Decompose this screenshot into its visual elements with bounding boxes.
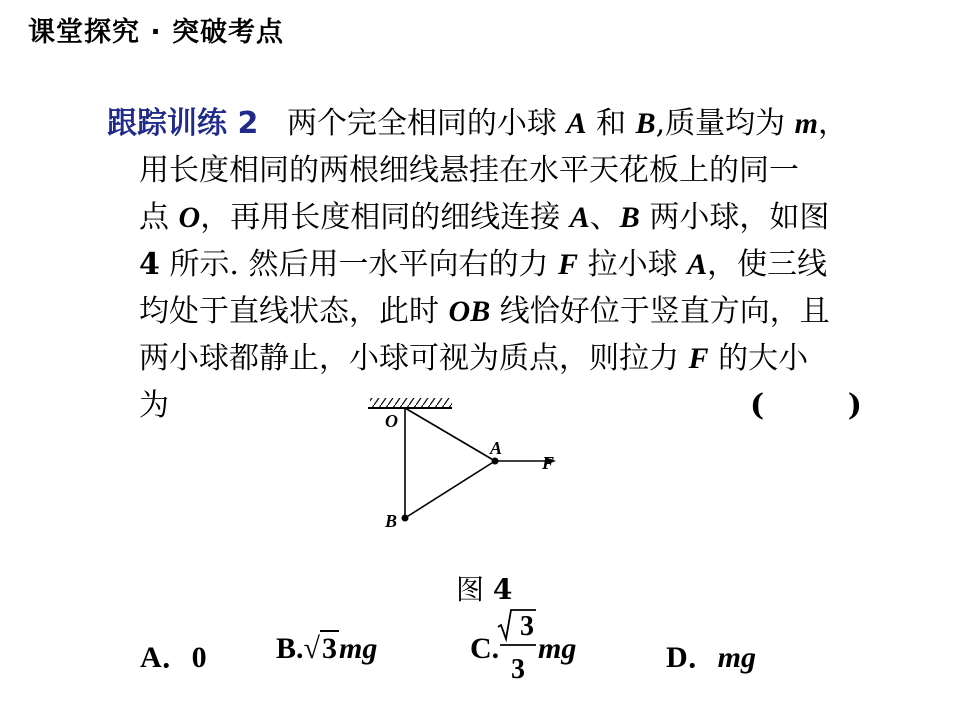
option-D[interactable] [666, 632, 756, 676]
text-span: 为 [139, 388, 169, 423]
numerator: 3 [520, 611, 534, 642]
denominator: 3 [511, 654, 525, 685]
text-span: ， [818, 106, 849, 141]
var-O: O [178, 201, 201, 234]
var-B: B [635, 107, 656, 140]
text-span: 拉小球 [578, 247, 688, 282]
ceiling-hatch [370, 398, 452, 408]
problem-text [107, 100, 867, 429]
problem-line-6 [107, 335, 867, 382]
var-A: A [569, 201, 590, 234]
label-B: B [385, 511, 398, 531]
option-C-unit: mg [538, 632, 577, 665]
radicand: 3 [321, 632, 337, 665]
var-A: A [566, 107, 587, 140]
text-span: 的大小 [708, 341, 809, 376]
text-span: 所示. 然后用一水平向右的力 [159, 247, 559, 282]
option-A[interactable] [140, 632, 207, 676]
problem-line-5 [107, 288, 867, 335]
ball-B [402, 515, 409, 522]
text-span: 用长度相同的两根细线悬挂在水平天花板上的同一 [139, 153, 799, 188]
figure-diagram [360, 395, 600, 545]
option-letter: C. [470, 632, 500, 665]
label-A: A [490, 438, 503, 458]
caption-number: 4 [492, 573, 513, 606]
var-OB: OB [448, 295, 491, 328]
option-letter: D． [666, 641, 718, 674]
text-span: 两小球都静止，小球可视为质点，则拉力 [139, 341, 689, 376]
caption-text: 图 [456, 573, 493, 606]
ball-A [492, 458, 499, 465]
text-span: 点 [139, 200, 179, 235]
radical-sign-icon: √ [303, 632, 320, 665]
answer-blank: ( ) [750, 388, 862, 423]
string-OA [405, 408, 495, 461]
var-A: A [687, 248, 708, 281]
text-span: 线恰好位于竖直方向，且 [490, 294, 830, 329]
var-F: F [688, 342, 709, 375]
figure-number: 4 [139, 247, 160, 282]
label-F: F [542, 453, 555, 473]
option-value: 0 [191, 641, 207, 674]
option-letter: B. [276, 632, 304, 665]
problem-line-3 [107, 194, 867, 241]
text-span: ，再用长度相同的细线连接 [200, 200, 570, 235]
fraction-sqrt3-over-3 [470, 605, 540, 685]
problem-line-2 [107, 147, 867, 194]
var-m: m [794, 107, 819, 140]
option-unit: mg [338, 632, 378, 665]
text-span: 和 [586, 106, 636, 141]
text-span: 两个完全相同的小球 [286, 106, 567, 141]
option-letter: A． [140, 641, 192, 674]
text-span: 均处于直线状态，此时 [139, 294, 449, 329]
var-B: B [619, 201, 640, 234]
option-B[interactable] [276, 632, 377, 666]
radical-sign-icon [498, 610, 518, 639]
figure-caption [456, 568, 512, 608]
sqrt-expr [304, 632, 339, 666]
problem-line-4 [107, 241, 867, 288]
problem-label: 跟踪训练 2 [107, 106, 259, 141]
text-span: ，使三线 [707, 247, 828, 282]
label-O: O [385, 411, 398, 431]
text-span: 、 [589, 200, 620, 235]
section-header: 课堂探究 · 突破考点 [28, 17, 285, 48]
string-AB [405, 461, 495, 518]
var-F: F [558, 248, 579, 281]
text-span: ,质量均为 [655, 106, 795, 141]
option-unit: mg [717, 641, 757, 674]
text-span: 两小球，如图 [639, 200, 830, 235]
problem-line-1 [107, 100, 867, 147]
